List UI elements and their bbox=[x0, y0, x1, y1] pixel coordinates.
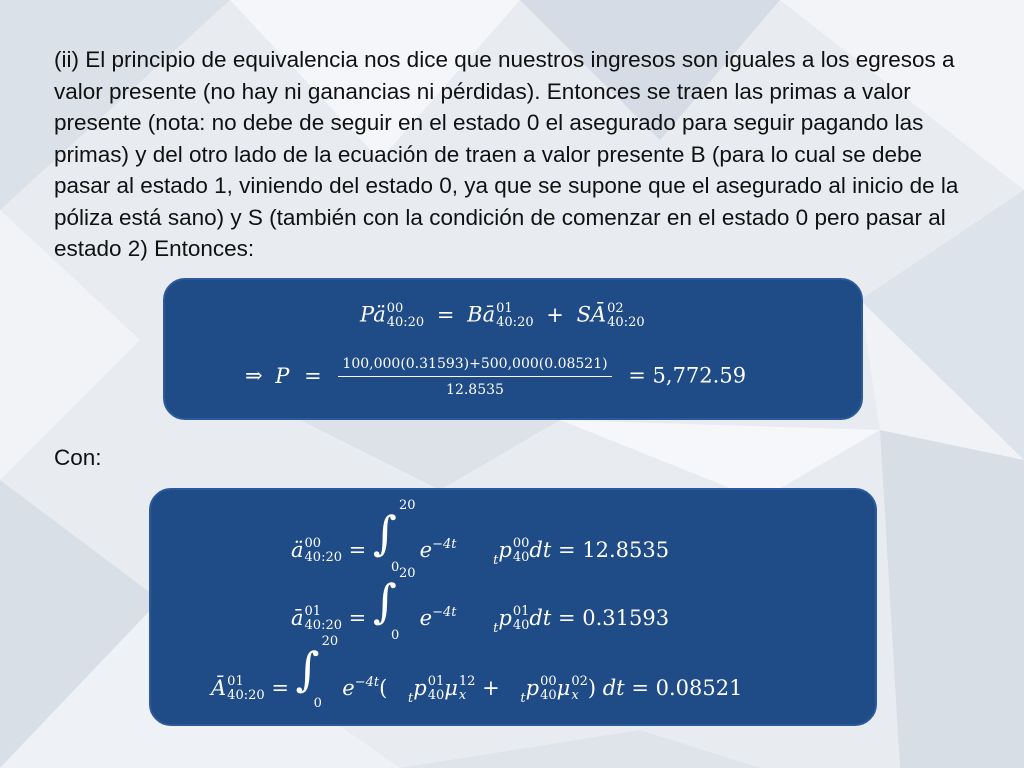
upper-limit: 20 bbox=[398, 498, 416, 513]
sup-00: 00 bbox=[540, 674, 557, 689]
sub-40-20: 40:20 bbox=[304, 550, 342, 565]
exponent: −4t bbox=[354, 674, 380, 690]
integral-sign: ∫ bbox=[372, 574, 397, 628]
sub-40-20: 40:20 bbox=[304, 618, 342, 633]
integral-sign: ∫ bbox=[295, 642, 320, 696]
benefit-symbol: B bbox=[467, 302, 483, 327]
upper-limit: 20 bbox=[321, 634, 339, 649]
lower-limit: 0 bbox=[390, 628, 400, 643]
con-label: Con: bbox=[54, 445, 102, 470]
sum-symbol: S bbox=[576, 302, 591, 327]
sup-00: 00 bbox=[512, 536, 530, 551]
result-annuity-00: = 12.8535 bbox=[557, 537, 670, 562]
sup-01: 01 bbox=[512, 604, 530, 619]
sub-40-20: 40:20 bbox=[227, 688, 265, 703]
fraction-numerator: 100,000(0.31593)+500,000(0.08521) bbox=[338, 356, 611, 377]
premium-fraction bbox=[338, 356, 611, 398]
fraction-denominator: 12.8535 bbox=[446, 382, 504, 398]
dt: dt bbox=[602, 675, 625, 700]
t-sub: t bbox=[493, 552, 499, 568]
lower-limit: 0 bbox=[390, 560, 400, 575]
sup-00: 00 bbox=[386, 301, 404, 316]
intro-paragraph: (ii) El principio de equivalencia nos dice que nuestros ingresos son iguales a los egresos a valor presente (no hay ni ganancias ni pérdidas). Entonces se traen las primas a valor presente (nota: no debe de seguir en el estado 0 el asegurado para seguir pagando las primas) y del otro lado de la ecuación de traen a valor presente B (para lo cual se debe pasar al estado 1, viniendo del estado 0, ya que se supone que el asegurado al inicio de la póliza está sano) y S (también con la condición de comenzar en el estado 0 pero pasar al estado 2) Entonces: bbox=[54, 47, 959, 261]
mu-sup-02: 02 bbox=[571, 674, 588, 689]
sup-01: 01 bbox=[227, 674, 244, 689]
exponent: −4t bbox=[432, 604, 457, 620]
upper-limit: 20 bbox=[398, 566, 416, 581]
equation-box-definitions bbox=[149, 488, 877, 726]
mu-sup-12: 12 bbox=[458, 674, 476, 689]
dt: dt bbox=[529, 537, 552, 562]
plus-sign: + bbox=[482, 675, 500, 700]
equivalence-equation: Pä 00 40:20 = Bā 01 40:20 + SĀ 02 40:20 bbox=[360, 301, 645, 330]
annuity-00-equation: ä 00 40:20 = ∫ 20 0 $e^{-4t}$ $_t$p 00 40 dt = 12.8535 bbox=[291, 498, 670, 575]
sup-01: 01 bbox=[304, 604, 322, 619]
premium-solution: ⇒ P = $\frac{100,000(0.31593)+500,000(0.08521)}{12.8535}$ = 5,772.59 bbox=[245, 356, 747, 398]
lower-limit: 0 bbox=[313, 696, 322, 711]
t-sub: t bbox=[408, 690, 414, 706]
implies-symbol: ⇒ bbox=[245, 363, 263, 388]
t-sub: t bbox=[520, 690, 526, 706]
integral-sign: ∫ bbox=[372, 506, 397, 560]
premium-symbol: P bbox=[360, 302, 374, 327]
dt: dt bbox=[529, 605, 552, 630]
exponent: −4t bbox=[432, 536, 457, 552]
premium-result: = 5,772.59 bbox=[628, 363, 747, 388]
mu-sub-x: x bbox=[458, 688, 467, 703]
equation-box-premium bbox=[163, 278, 863, 420]
sup-00: 00 bbox=[304, 536, 322, 551]
sub-40-20: 40:20 bbox=[496, 315, 534, 330]
annuity-01-equation: ā 01 40:20 = ∫ 20 0 $e^{-4t}$ $_t$p 01 40 dt = 0.31593 bbox=[291, 566, 670, 643]
sup-01: 01 bbox=[427, 674, 445, 689]
insurance-02-equation: Ā 01 40:20 = ∫ 20 0 $e^{-4t}$( $_t$p 01 40 μ 12 x + $_t$p 00 40 μ 02 x ) dt = 0.08521 bbox=[211, 634, 743, 711]
sup-02: 02 bbox=[607, 301, 624, 316]
sub-40-20: 40:20 bbox=[386, 315, 425, 330]
mu-sub-x: x bbox=[571, 688, 579, 703]
result-annuity-01: = 0.31593 bbox=[557, 605, 670, 630]
t-sub: t bbox=[493, 620, 499, 636]
result-insurance-02: = 0.08521 bbox=[631, 675, 743, 700]
sub-40-20: 40:20 bbox=[607, 315, 645, 330]
sup-01: 01 bbox=[496, 301, 513, 316]
